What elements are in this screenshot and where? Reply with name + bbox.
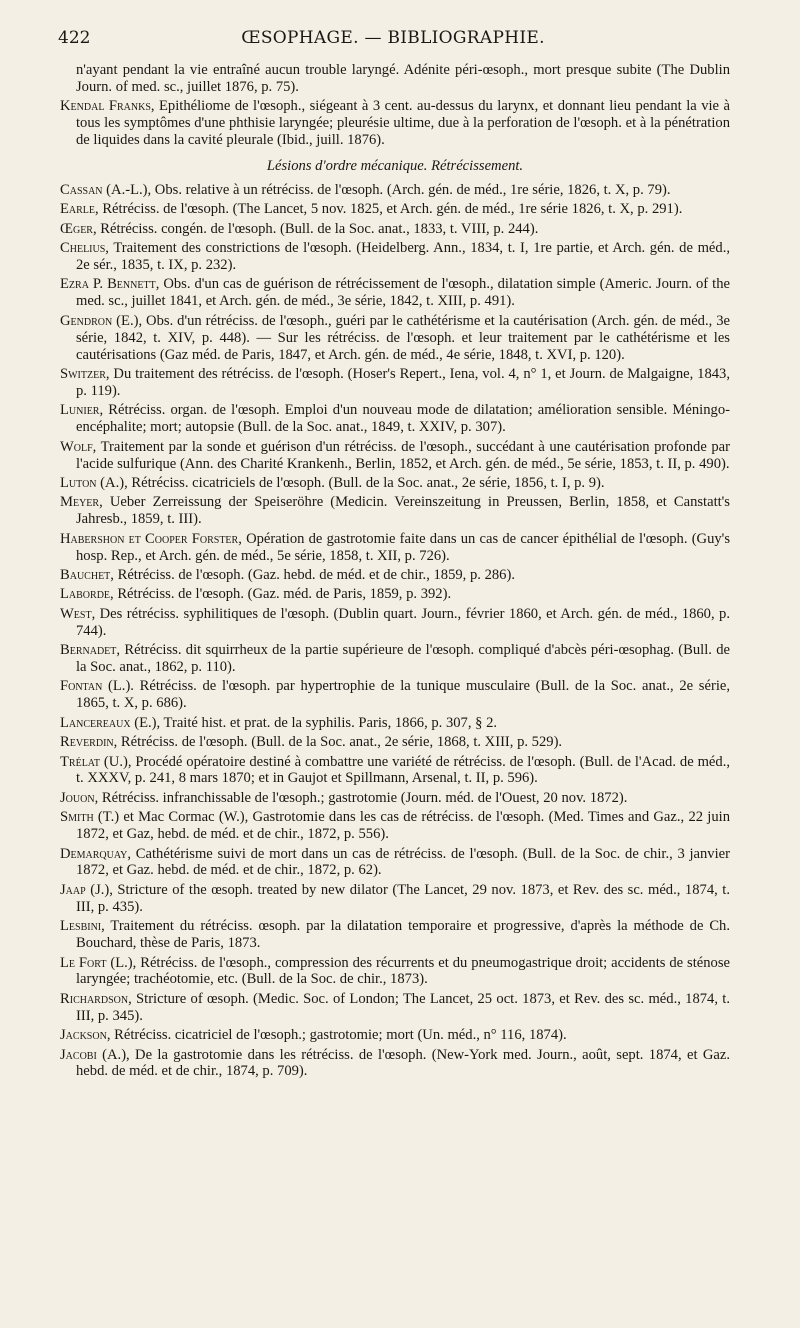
bib-entry [60, 642, 730, 676]
entry-author: Reverdin [60, 734, 114, 751]
bib-entry [60, 313, 730, 364]
running-title: ŒSOPHAGE. — BIBLIOGRAPHIE. [241, 28, 545, 48]
entry-text: , Rétréciss. de l'œsoph. (The Lancet, 5 nov. 1825, et Arch. gén. de méd., 1re série 1826, t. X, p. 291). [95, 201, 683, 218]
entry-author: Habershon et Cooper Forster [60, 530, 239, 547]
bib-entry [60, 98, 730, 149]
section-title: Lésions d'ordre mécanique. Rétrécissement. [266, 158, 524, 175]
entry-text: , Rétréciss. infranchissable de l'œsoph.; gastrotomie (Journ. méd. de l'Ouest, 20 nov. 1872). [94, 789, 628, 806]
entry-author: Kendal Franks [60, 98, 151, 115]
bib-entry [60, 201, 730, 218]
bib-entry [60, 846, 730, 880]
entry-author: Jouon [60, 789, 95, 806]
entry-text: , Rétréciss. dit squirrheux de la partie supérieure de l'œsoph. compliqué d'abcès péri-œsophag. (Bull. de la Soc. anat., 1862, p. 110). [76, 642, 730, 675]
bib-entry [60, 754, 730, 788]
bib-entry [60, 494, 730, 528]
entry-author: Chelius [60, 240, 106, 257]
bib-entry [60, 1027, 730, 1044]
entry-author: Lancereaux [60, 714, 131, 731]
entry-author: Œger [60, 220, 93, 237]
bib-entry [60, 402, 730, 436]
entry-author: Smith [60, 809, 94, 826]
entry-text: , Rétréciss. de l'œsoph. (Gaz. méd. de Paris, 1859, p. 392). [110, 586, 452, 603]
entry-author: Jacobi [60, 1046, 97, 1063]
bib-entry [60, 276, 730, 310]
bib-entry [60, 586, 730, 603]
bib-entry [60, 221, 730, 238]
entry-author: Bernadet [60, 642, 117, 659]
entry-text: (L.), Rétréciss. de l'œsoph., compression des récurrents et du pneumogastrique droit; accidents de sténose laryngée; trachéotomie, etc. (Bull. de la Soc. de chir., 1873). [76, 954, 730, 988]
entry-author: Gendron [60, 312, 113, 329]
entry-text: , Rétréciss. cicatriciel de l'œsoph.; gastrotomie; mort (Un. méd., n° 116, 1874). [106, 1027, 567, 1044]
entry-author: Wolf [60, 438, 93, 455]
entry-text: (E.), Obs. d'un rétréciss. de l'œsoph., guéri par le cathétérisme et la cautérisation (Arch. gén. de méd., 3e série, 1842, t. XIV, p. 448). — Sur les rétréciss. de l'œsoph. et leur traitement par le cathétérisme et les cautérisations (Gaz méd. de Paris, 1847, et Arch. gén. de méd., 4e série, 1848, t. XVI, p. 120). [76, 312, 730, 363]
entry-author: Bauchet [60, 566, 111, 583]
bib-entry [60, 734, 730, 751]
entry-author: Jaap [60, 881, 86, 898]
entry-text: (J.), Stricture of the œsoph. treated by new dilator (The Lancet, 29 nov. 1873, et Rev. des sc. méd., 1874, t. III, p. 435). [76, 881, 730, 915]
entry-text: , Cathétérisme suivi de mort dans un cas de rétréciss. de l'œsoph. (Bull. de la Soc. de chir., 3 janvier 1872, et Gaz. hebd. de méd. et de chir., 1872, p. 62). [76, 845, 730, 879]
page-number: 422 [58, 28, 91, 48]
bib-entry [60, 439, 730, 473]
bib-entry [60, 790, 730, 807]
entry-text: (A.), Rétréciss. cicatriciels de l'œsoph. (Bull. de la Soc. anat., 2e série, 1856, t. I, p. 9). [96, 474, 605, 491]
entry-author: Jackson [60, 1027, 107, 1044]
entry-text: (T.) et Mac Cormac (W.), Gastrotomie dans les cas de rétréciss. de l'œsoph. (Med. Times and Gaz., 22 juin 1872, et Gaz, hebd. de méd. et de chir., 1872, p. 556). [76, 809, 730, 843]
entry-text: , Traitement par la sonde et guérison d'un rétréciss. de l'œsoph., succédant à une cautérisation profonde par l'acide sulfurique (Ann. des Charité Krankenh., Berlin, 1852, et Arch. gén. de méd., 5e série, 1853, t. II, p. 490). [76, 438, 730, 472]
entry-text: , Ueber Zerreissung der Speiseröhre (Medicin. Vereinszeitung in Preussen, Berlin, 1858, et Canstatt's Jahresb., 1859, t. III). [76, 494, 730, 528]
bib-entry [60, 1047, 730, 1081]
bib-entry [60, 918, 730, 952]
entry-author: Meyer [60, 494, 100, 511]
entry-text: , Rétréciss. organ. de l'œsoph. Emploi d'un nouveau mode de dilatation; amélioration sensible. Méningo-encéphalite; mort; autopsie (Bull. de la Soc. anat., 1849, t. XXIV, p. 307). [76, 402, 730, 436]
entry-author: Luton [60, 474, 97, 491]
entry-author: Fontan [60, 678, 103, 695]
entry-author: West [60, 605, 92, 622]
entry-author: Richardson [60, 990, 129, 1007]
bib-entry [60, 531, 730, 565]
page-header [58, 28, 728, 54]
entry-text: , Epithéliome de l'œsoph., siégeant à 3 cent. au-dessus du larynx, et donnant lieu pendant la vie à tous les symptômes d'une phthisie laryngée; pleurésie ultime, due à la perforation de l'œsoph. et à la pénétration de liquides dans la cavité pleurale (Ibid., juill. 1876). [76, 98, 730, 149]
entry-text: (A.), De la gastrotomie dans les rétréciss. de l'œsoph. (New-York med. Journ., août, sept. 1874, et Gaz. hebd. de méd. et de chir., 1874, p. 709). [76, 1046, 730, 1080]
bib-entry [60, 475, 730, 492]
entry-author: Ezra P. Bennett [60, 276, 156, 293]
bib-entry [60, 62, 730, 96]
bib-entry [60, 882, 730, 916]
entry-author: Demarquay [60, 845, 128, 862]
entry-text: , Traitement du rétréciss. œsoph. par la dilatation temporaire et progressive, d'après la méthode de Ch. Bouchard, thèse de Paris, 1873. [76, 918, 730, 952]
bib-entry [60, 567, 730, 584]
entry-author: Lesbini [60, 918, 102, 935]
entry-list [60, 182, 730, 1080]
entry-author: Trélat [60, 753, 101, 770]
bib-entry [60, 182, 730, 199]
bib-entry [60, 678, 730, 712]
entry-text: , Rétréciss. de l'œsoph. (Gaz. hebd. de méd. et de chir., 1859, p. 286). [110, 566, 515, 583]
entry-text: , Traitement des constrictions de l'œsoph. (Heidelberg. Ann., 1834, t. I, 1re partie, et Arch. gén. de méd., 2e sér., 1835, t. IX, p. 232). [76, 240, 730, 274]
entry-text: , Opération de gastrotomie faite dans un cas de cancer épithélial de l'œsoph. (Guy's hosp. Rep., et Arch. gén. de méd., 5e série, 1858, t. XII, p. 726). [76, 530, 730, 564]
entry-author: Lunier [60, 402, 100, 419]
entry-text: (E.), Traité hist. et prat. de la syphilis. Paris, 1866, p. 307, § 2. [130, 714, 498, 731]
bib-entry [60, 955, 730, 989]
bib-entry [60, 715, 730, 732]
entry-text: n'ayant pendant la vie entraîné aucun trouble laryngé. Adénite péri-œsoph., mort presque subite (The Dublin Journ. of med. sc., juillet 1876, p. 75). [76, 62, 730, 95]
bib-entry [60, 809, 730, 843]
entry-text: , Rétréciss. congén. de l'œsoph. (Bull. de la Soc. anat., 1833, t. VIII, p. 244). [92, 220, 539, 237]
entry-author: Switzer [60, 366, 106, 382]
entry-text: , Rétréciss. de l'œsoph. (Bull. de la Soc. anat., 2e série, 1868, t. XIII, p. 529). [113, 734, 563, 751]
entry-author: Laborde [60, 586, 111, 603]
entry-author: Le Fort [60, 954, 107, 971]
entry-author: Earle [60, 201, 96, 218]
bib-entry [60, 606, 730, 640]
entry-text: (U.), Procédé opératoire destiné à combattre une variété de rétréciss. de l'œsoph. (Bull. de l'Acad. de méd., t. XXXV, p. 241, 8 mars 1870; et in Gaujot et Spillmann, Arsenal, t. II, p. 596). [76, 753, 730, 787]
entry-text: , Du traitement des rétréciss. de l'œsoph. (Hoser's Repert., Iena, vol. 4, n° 1, et Journ. de Malgaigne, 1843, p. 119). [76, 366, 730, 399]
bib-entry [60, 240, 730, 274]
bib-entry [60, 991, 730, 1025]
bibliography-body [60, 62, 730, 1083]
entry-text: , Stricture of œsoph. (Medic. Soc. of London; The Lancet, 25 oct. 1873, et Rev. des sc. méd., 1874, t. III, p. 345). [76, 990, 730, 1024]
entry-text: (A.-L.), Obs. relative à un rétréciss. de l'œsoph. (Arch. gén. de méd., 1re série, 1826, t. X, p. 79). [102, 181, 671, 198]
entry-text: , Obs. d'un cas de guérison de rétrécissement de l'œsoph., dilatation simple (Americ. Journ. of the med. sc., juillet 1841, et Arch. gén. de méd., 3e série, 1842, t. XIII, p. 491). [76, 276, 731, 310]
entry-author: Cassan [60, 181, 103, 198]
bib-entry [60, 366, 730, 400]
entry-text: (L.). Rétréciss. de l'œsoph. par hypertrophie de la tunique musculaire (Bull. de la Soc. anat., 2e série, 1865, t. X, p. 686). [76, 678, 730, 712]
entry-text: , Des rétréciss. syphilitiques de l'œsoph. (Dublin quart. Journ., février 1860, et Arch. gén. de méd., 1860, p. 744). [76, 605, 730, 639]
